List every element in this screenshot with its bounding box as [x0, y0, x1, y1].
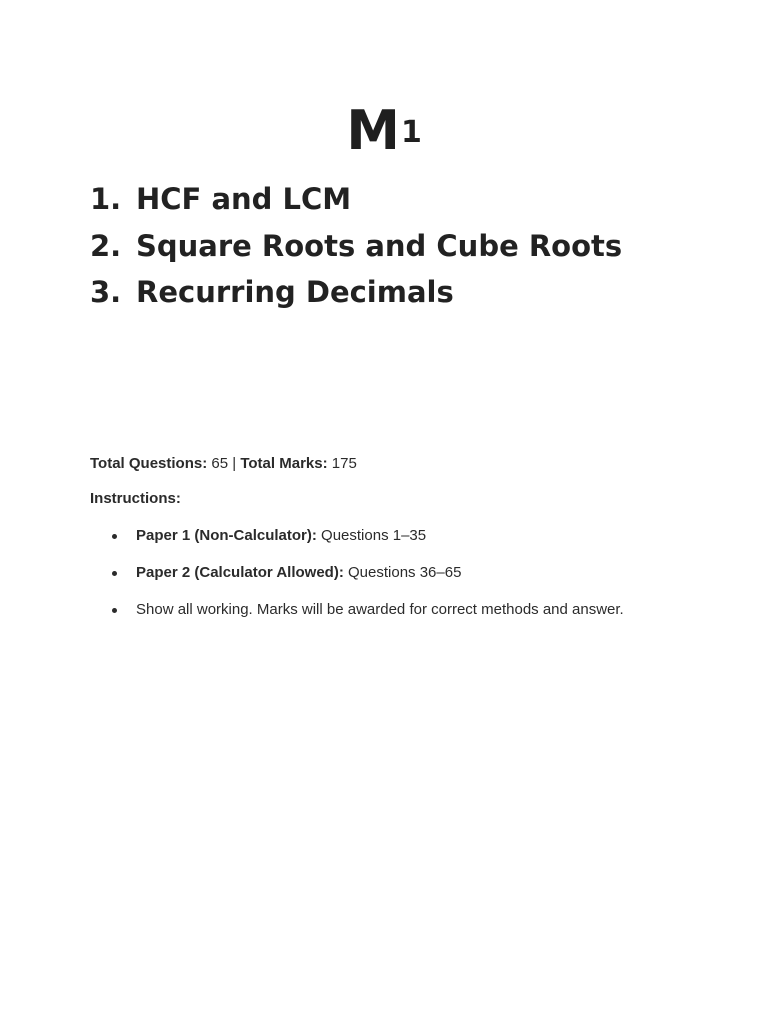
summary-separator: | — [232, 455, 237, 472]
instruction-label: Paper 1 (Non-Calculator): — [136, 527, 317, 544]
topic-number: 3. — [90, 275, 122, 310]
total-marks-value: 175 — [331, 455, 357, 472]
instruction-item — [112, 527, 624, 564]
bullet-icon — [112, 608, 117, 613]
topic-item — [90, 269, 622, 316]
bullet-icon — [112, 571, 117, 576]
topic-label: Recurring Decimals — [136, 275, 454, 310]
instruction-label: Paper 2 (Calculator Allowed): — [136, 564, 344, 581]
topic-number: 1. — [90, 182, 122, 217]
instruction-item — [112, 601, 624, 638]
total-marks-label: Total Marks: — [240, 455, 328, 472]
instruction-text: Questions 36–65 — [348, 564, 462, 581]
topic-list — [90, 176, 622, 316]
topic-label: Square Roots and Cube Roots — [136, 228, 623, 263]
bullet-icon — [112, 534, 117, 539]
total-questions-value: 65 — [211, 455, 229, 472]
topic-label: HCF and LCM — [136, 182, 352, 217]
instruction-text: Questions 1–35 — [321, 527, 427, 544]
title-letter: M — [346, 99, 399, 162]
exam-summary — [90, 455, 357, 473]
instruction-text: Show all working. Marks will be awarded for correct methods and answer. — [136, 601, 624, 618]
instructions-heading: Instructions: — [90, 490, 181, 507]
topic-item — [90, 176, 622, 223]
instruction-item — [112, 564, 624, 601]
title-superscript: 1 — [400, 115, 422, 150]
total-questions-label: Total Questions: — [90, 455, 208, 472]
topic-item — [90, 223, 622, 270]
document-title — [0, 96, 768, 166]
topic-number: 2. — [90, 228, 122, 263]
instructions-list — [112, 527, 624, 638]
